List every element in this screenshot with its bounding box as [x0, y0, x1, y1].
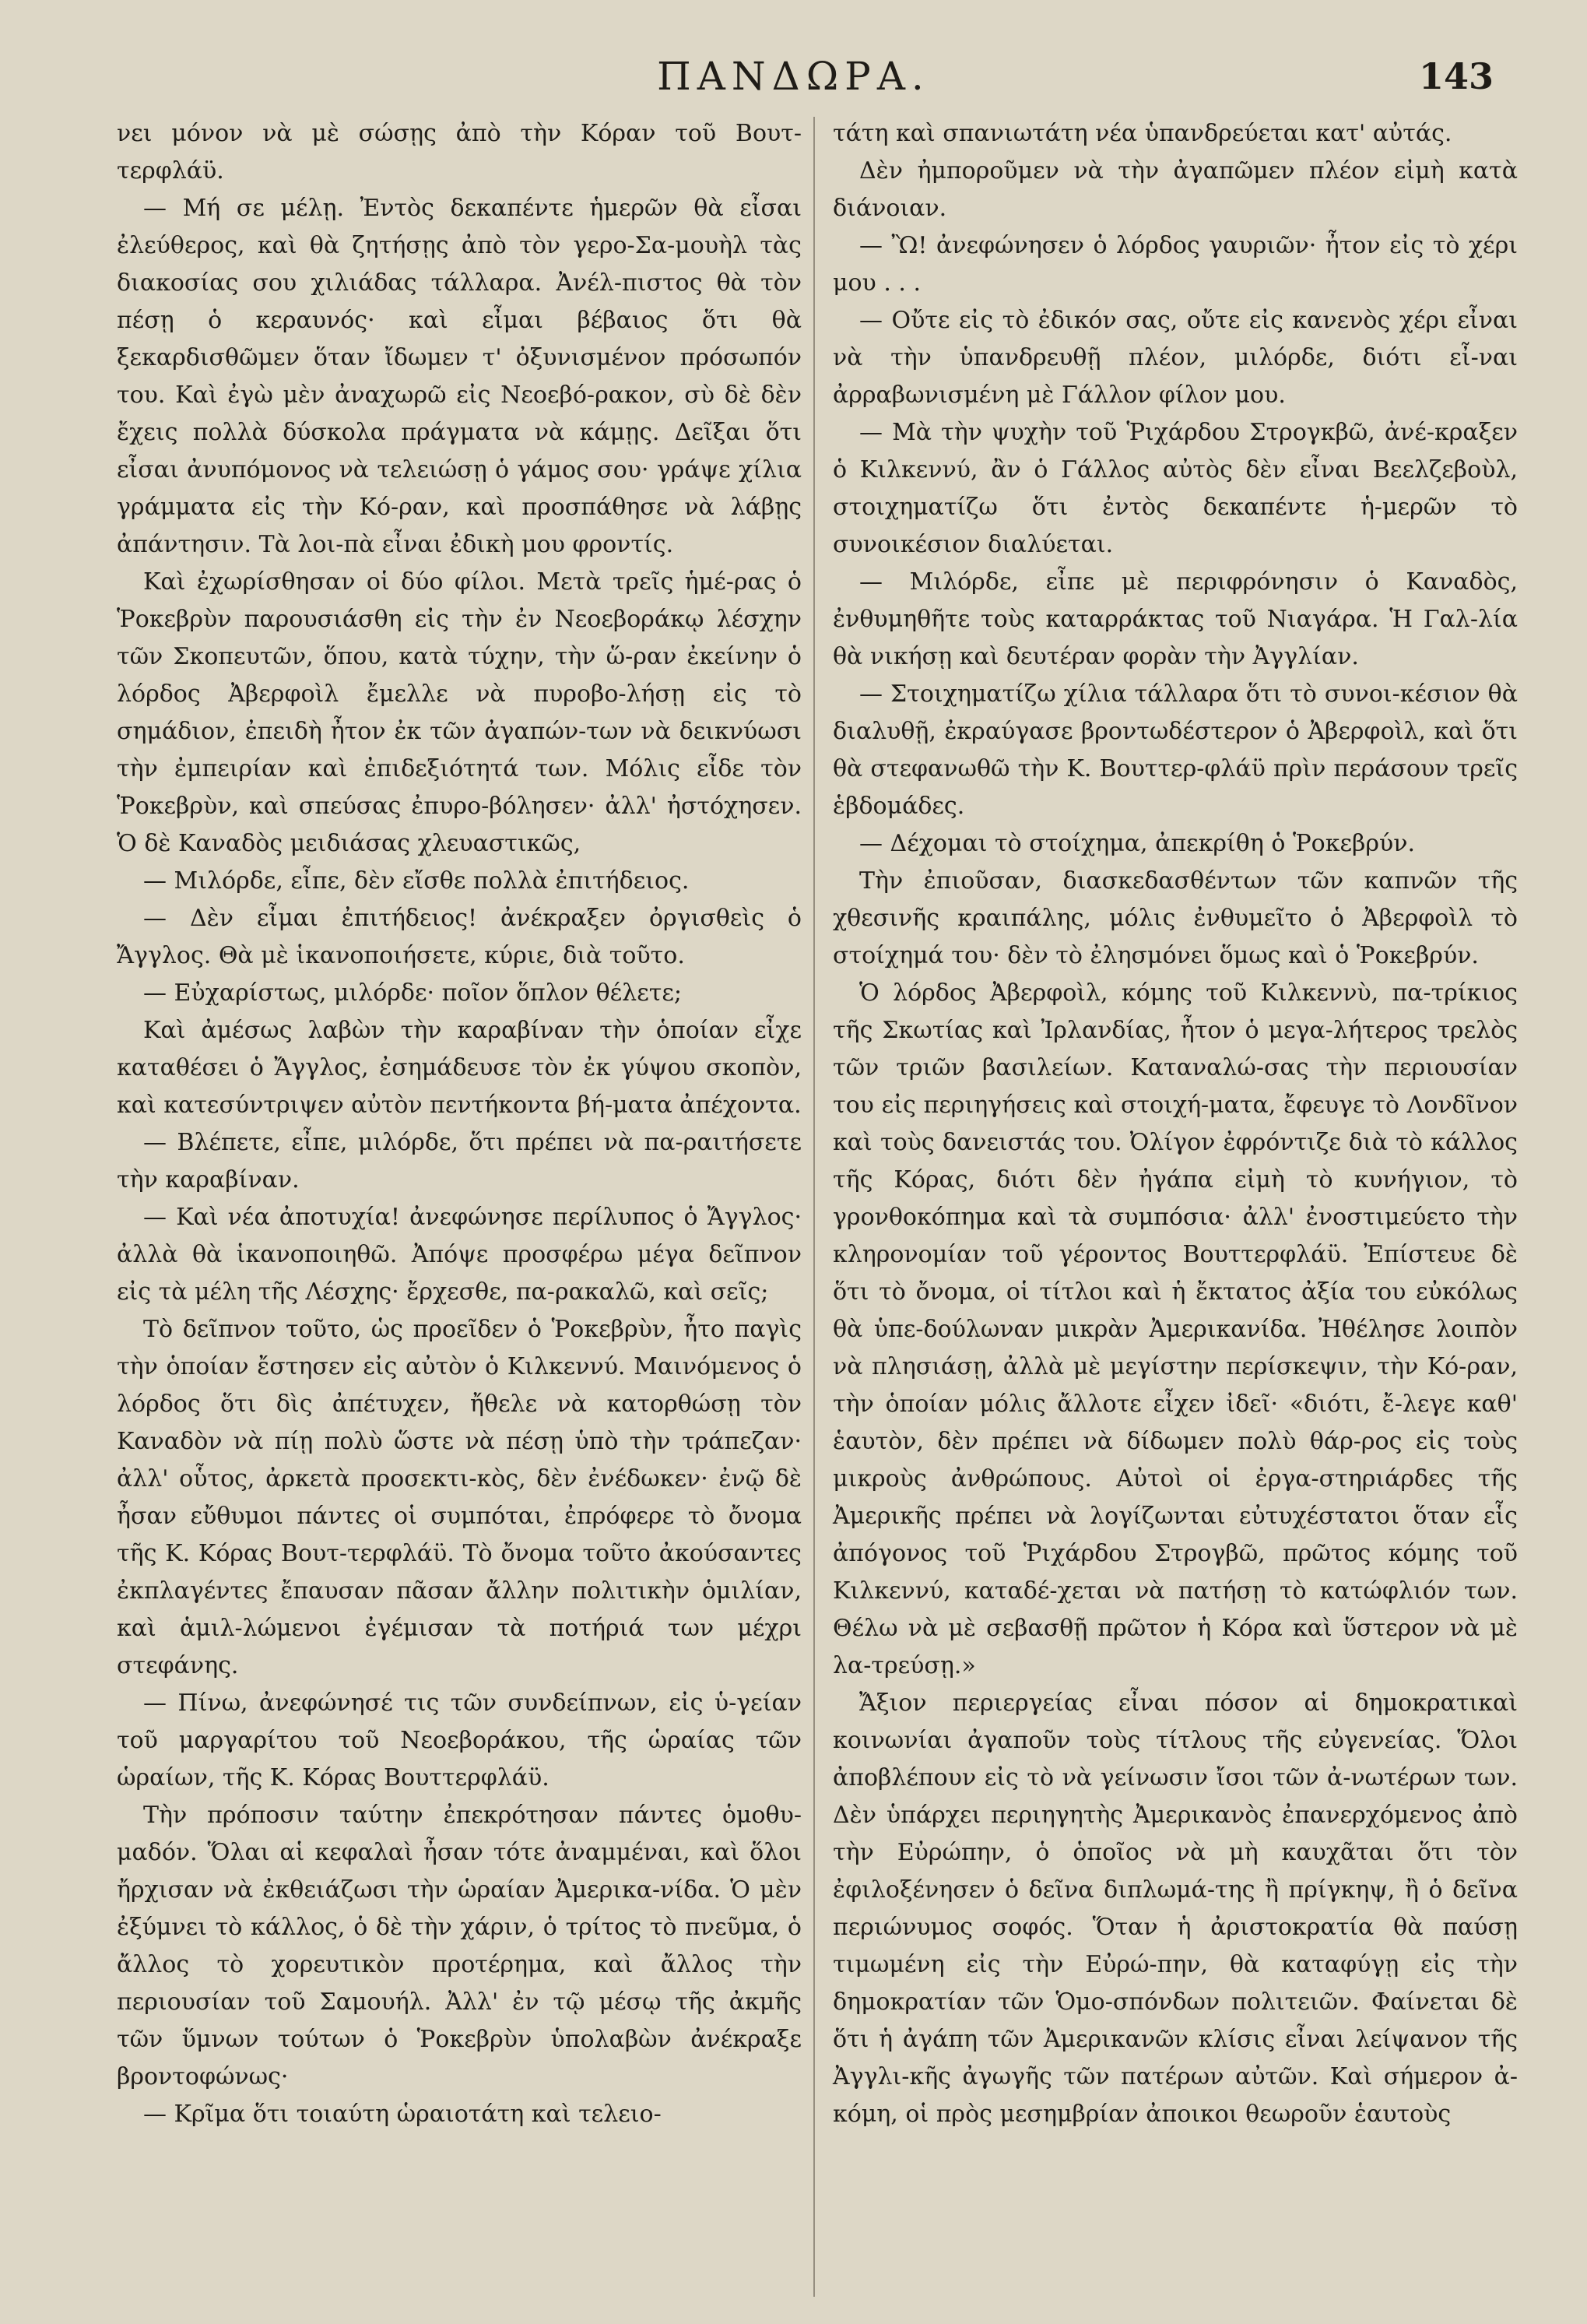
paragraph: — Στοιχηματίζω χίλια τάλλαρα ὅτι τὸ συνοι-κέσιον θὰ διαλυθῇ, ἐκραύγασε βροντωδέστερον ὁ Ἀβερφοὶλ, καὶ ὅτι θὰ στεφανωθῶ τὴν Κ. Βουττερ-φλάϋ πρὶν περάσουν τρεῖς ἑβδομάδες. [833, 680, 1518, 820]
page-number: 143 [1418, 55, 1494, 97]
paragraph: Ὁ λόρδος Ἀβερφοὶλ, κόμης τοῦ Κιλκεννὺ, πα-τρίκιος τῆς Σκωτίας καὶ Ἰρλανδίας, ἦτον ὁ μεγα-λήτερος τρελὸς τῶν τριῶν βασιλείων. Καταναλώ-σας τὴν περιουσίαν του εἰς περιηγήσεις καὶ στοιχή-ματα, ἔφευγε τὸ Λονδῖνον καὶ τοὺς δανειστάς του. Ὀλίγον ἐφρόντιζε διὰ τὸ κάλλος τῆς Κόρας, διότι δὲν ἠγάπα εἰμὴ τὸ κυνήγιον, τὸ γρονθοκόπημα καὶ τὰ συμπόσια· ἀλλ' ἐνοστιμεύετο τὴν κληρονομίαν τοῦ γέροντος Βουττερφλάϋ. Ἐπίστευε δὲ ὅτι τὸ ὄνομα, οἱ τίτλοι καὶ ἡ ἔκτατος ἀξία του εὐκόλως θὰ ὑπε-δούλωναν μικρὰν Ἀμερικανίδα. Ἠθέλησε λοιπὸν νὰ πλησιάσῃ, ἀλλὰ μὲ μεγίστην περίσκεψιν, τὴν Κό-ραν, τὴν ὁποίαν μόλις ἄλλοτε εἶχεν ἰδεῖ· «διότι, ἔ-λεγε καθ' ἑαυτὸν, δὲν πρέπει νὰ δίδωμεν πολὺ θάρ-ρος εἰς τοὺς μικροὺς ἀνθρώπους. Αὐτοὶ οἱ ἐργα-στηριάρδες τῆς Ἀμερικῆς πρέπει νὰ λογίζωνται εὐτυχέστατοι ὅταν εἷς ἀπόγονος τοῦ Ῥιχάρδου Στρογβῶ, πρῶτος κόμης τοῦ Κιλκεννύ, καταδέ-χεται νὰ πατήσῃ τὸ κατώφλιόν των. Θέλω νὰ μὲ σεβασθῇ πρῶτον ἡ Κόρα καὶ ὕστερον νὰ μὲ λα-τρεύσῃ.» [833, 979, 1518, 1679]
paragraph: — Δέχομαι τὸ στοίχημα, ἀπεκρίθη ὁ Ῥοκεβρύν. [859, 830, 1415, 857]
left-column [117, 115, 802, 2133]
paragraph: — Μιλόρδε, εἶπε μὲ περιφρόνησιν ὁ Καναδὸς, ἐνθυμηθῆτε τοὺς καταρράκτας τοῦ Νιαγάρα. Ἡ Γαλ-λία θὰ νικήσῃ καὶ δευτέραν φορὰν τὴν Ἀγγλίαν. [833, 568, 1518, 670]
paragraph: — Βλέπετε, εἶπε, μιλόρδε, ὅτι πρέπει νὰ πα-ραιτήσετε τὴν καραβίναν. [117, 1129, 802, 1194]
journal-title: ΠΑΝΔΩΡΑ. [657, 54, 930, 99]
right-column [833, 115, 1518, 2133]
paragraph: — Εὐχαρίστως, μιλόρδε· ποῖον ὅπλον θέλετε; [143, 979, 682, 1007]
paragraph: Ἄξιον περιεργείας εἶναι πόσον αἱ δημοκρατικαὶ κοινωνίαι ἀγαποῦν τοὺς τίτλους τῆς εὐγενείας. Ὅλοι ἀποβλέπουν εἰς τὸ νὰ γείνωσιν ἴσοι τῶν ἀ-νωτέρων των. Δὲν ὑπάρχει περιηγητὴς Ἀμερικανὸς ἐπανερχόμενος ἀπὸ τὴν Εὐρώπην, ὁ ὁποῖος νὰ μὴ καυχᾶται ὅτι τὸν ἐφιλοξένησεν ὁ δεῖνα διπλωμά-της ἢ πρίγκηψ, ἢ ὁ δεῖνα περιώνυμος σοφός. Ὅταν ἡ ἀριστοκρατία θὰ παύσῃ τιμωμένη εἰς τὴν Εὐρώ-πην, θὰ καταφύγῃ εἰς τὴν δημοκρατίαν τῶν Ὁμο-σπόνδων πολιτειῶν. Φαίνεται δὲ ὅτι ἡ ἀγάπη τῶν Ἀμερικανῶν κλίσις εἶναι λείψανον τῆς Ἀγγλι-κῆς ἀγωγῆς τῶν πατέρων αὐτῶν. Καὶ σήμερον ἀ-κόμη, οἱ πρὸς μεσημβρίαν ἀποικοι θεωροῦν ἑαυτοὺς [833, 1689, 1518, 2128]
paragraph: — Ὢ! ἀνεφώνησεν ὁ λόρδος γαυριῶν· ἦτον εἰς τὸ χέρι μου . . . [833, 232, 1518, 297]
paragraph: νει μόνον νὰ μὲ σώσῃς ἀπὸ τὴν Κόραν τοῦ Βουτ-τερφλάϋ. [117, 120, 802, 185]
paragraph: τάτη καὶ σπανιωτάτη νέα ὑπανδρεύεται κατ' αὐτάς. [833, 120, 1452, 147]
paragraph: Δὲν ἠμποροῦμεν νὰ τὴν ἀγαπῶμεν πλέον εἰμὴ κατὰ διάνοιαν. [833, 157, 1518, 222]
paragraph: Τὴν πρόποσιν ταύτην ἐπεκρότησαν πάντες ὁμοθυ-μαδόν. Ὅλαι αἱ κεφαλαὶ ἦσαν τότε ἀναμμέναι, καὶ ὅλοι ἤρχισαν νὰ ἐκθειάζωσι τὴν ὡραίαν Ἀμερικα-νίδα. Ὁ μὲν ἐξύμνει τὸ κάλλος, ὁ δὲ τὴν χάριν, ὁ τρίτος τὸ πνεῦμα, ὁ ἄλλος τὸ χορευτικὸν προτέρημα, καὶ ἄλλος τὴν περιουσίαν τοῦ Σαμουήλ. Ἀλλ' ἐν τῷ μέσῳ τῆς ἀκμῆς τῶν ὕμνων τούτων ὁ Ῥοκεβρὺν ὑπολαβὼν ἀνέκραξε βροντοφώνως· [117, 1802, 802, 2090]
paragraph: — Μιλόρδε, εἶπε, δὲν εἴσθε πολλὰ ἐπιτήδειος. [143, 867, 690, 895]
page-header [0, 45, 1587, 107]
paragraph: — Δὲν εἶμαι ἐπιτήδειος! ἀνέκραξεν ὀργισθεὶς ὁ Ἄγγλος. Θὰ μὲ ἱκανοποιήσετε, κύριε, διὰ τοῦτο. [117, 905, 802, 969]
paragraph: Τὸ δεῖπνον τοῦτο, ὡς προεῖδεν ὁ Ῥοκεβρὺν, ἦτο παγὶς τὴν ὁποίαν ἔστησεν εἰς αὐτὸν ὁ Κιλκεννύ. Μαινόμενος ὁ λόρδος ὅτι δὶς ἀπέτυχεν, ἤθελε νὰ κατορθώσῃ τὸν Καναδὸν νὰ πίῃ πολὺ ὥστε νὰ πέσῃ ὑπὸ τὴν τράπεζαν· ἀλλ' οὗτος, ἀρκετὰ προσεκτι-κὸς, δὲν ἐνέδωκεν· ἐνῷ δὲ ἦσαν εὔθυμοι πάντες οἱ συμπόται, ἐπρόφερε τὸ ὄνομα τῆς Κ. Κόρας Βουτ-τερφλάϋ. Τὸ ὄνομα τοῦτο ἀκούσαντες ἐκπλαγέντες ἔπαυσαν πᾶσαν ἄλλην πολιτικὴν ὁμιλίαν, καὶ ἁμιλ-λώμενοι ἐγέμισαν τὰ ποτήριά των μέχρι στεφάνης. [117, 1316, 802, 1679]
paragraph: Τὴν ἐπιοῦσαν, διασκεδασθέντων τῶν καπνῶν τῆς χθεσινῆς κραιπάλης, μόλις ἐνθυμεῖτο ὁ Ἀβερφοὶλ τὸ στοίχημά του· δὲν τὸ ἐλησμόνει ὅμως καὶ ὁ Ῥοκεβρύν. [833, 867, 1518, 969]
column-divider [813, 117, 815, 2297]
paragraph: — Πίνω, ἀνεφώνησέ τις τῶν συνδείπνων, εἰς ὑ-γείαν τοῦ μαργαρίτου τοῦ Νεοεβοράκου, τῆς ὡραίας τῶν ὡραίων, τῆς Κ. Κόρας Βουττερφλάϋ. [117, 1689, 802, 1791]
paragraph: — Οὔτε εἰς τὸ ἐδικόν σας, οὔτε εἰς κανενὸς χέρι εἶναι νὰ τὴν ὑπανδρευθῇ πλέον, μιλόρδε, διότι εἶ-ναι ἀρραβωνισμένη μὲ Γάλλον φίλον μου. [833, 307, 1518, 409]
paragraph: Καὶ ἀμέσως λαβὼν τὴν καραβίναν τὴν ὁποίαν εἶχε καταθέσει ὁ Ἄγγλος, ἐσημάδευσε τὸν ἐκ γύψου σκοπὸν, καὶ κατεσύντριψεν αὐτὸν πεντήκοντα βή-ματα ἀπέχοντα. [117, 1017, 802, 1119]
paragraph: — Μή σε μέλῃ. Ἐντὸς δεκαπέντε ἡμερῶν θὰ εἶσαι ἐλεύθερος, καὶ θὰ ζητήσῃς ἀπὸ τὸν γερο-Σα-μουὴλ τὰς διακοσίας σου χιλιάδας τάλλαρα. Ἀνέλ-πιστος θὰ τὸν πέσῃ ὁ κεραυνός· καὶ εἶμαι βέβαιος ὅτι θὰ ξεκαρδισθῶμεν ὅταν ἴδωμεν τ' ὀξυνισμένον πρόσωπόν του. Καὶ ἐγὼ μὲν ἀναχωρῶ εἰς Νεοεβό-ρακον, σὺ δὲ δὲν ἔχεις πολλὰ δύσκολα πράγματα νὰ κάμῃς. Δεῖξαι ὅτι εἶσαι ἀνυπόμονος νὰ τελειώσῃ ὁ γάμος σου· γράψε χίλια γράμματα εἰς τὴν Κό-ραν, καὶ προσπάθησε νὰ λάβῃς ἀπάντησιν. Τὰ λοι-πὰ εἶναι ἐδικὴ μου φροντίς. [117, 195, 802, 558]
paragraph: Καὶ ἐχωρίσθησαν οἱ δύο φίλοι. Μετὰ τρεῖς ἡμέ-ρας ὁ Ῥοκεβρὺν παρουσιάσθη εἰς τὴν ἐν Νεοεβοράκῳ λέσχην τῶν Σκοπευτῶν, ὅπου, κατὰ τύχην, τὴν ὥ-ραν ἐκείνην ὁ λόρδος Ἀβερφοὶλ ἔμελλε νὰ πυροβο-λήσῃ εἰς τὸ σημάδιον, ἐπειδὴ ἦτον ἐκ τῶν ἀγαπών-των νὰ δεικνύωσι τὴν ἐμπειρίαν καὶ ἐπιδεξιότητά των. Μόλις εἶδε τὸν Ῥοκεβρὺν, καὶ σπεύσας ἐπυρο-βόλησεν· ἀλλ' ἠστόχησεν. Ὁ δὲ Καναδὸς μειδιάσας χλευαστικῶς, [117, 568, 802, 857]
paragraph: — Μὰ τὴν ψυχὴν τοῦ Ῥιχάρδου Στρογκβῶ, ἀνέ-κραξεν ὁ Κιλκεννύ, ἂν ὁ Γάλλος αὐτὸς δὲν εἶναι Βεελζεβοὺλ, στοιχηματίζω ὅτι ἐντὸς δεκαπέντε ἡ-μερῶν τὸ συνοικέσιον διαλύεται. [833, 419, 1518, 558]
paragraph: — Κρῖμα ὅτι τοιαύτη ὡραιοτάτη καὶ τελειο- [143, 2101, 662, 2128]
paragraph: — Καὶ νέα ἀποτυχία! ἀνεφώνησε περίλυπος ὁ Ἄγγλος· ἀλλὰ θὰ ἱκανοποιηθῶ. Ἀπόψε προσφέρω μέγα δεῖπνον εἰς τὰ μέλη τῆς Λέσχης· ἔρχεσθε, πα-ρακαλῶ, καὶ σεῖς; [117, 1204, 802, 1306]
